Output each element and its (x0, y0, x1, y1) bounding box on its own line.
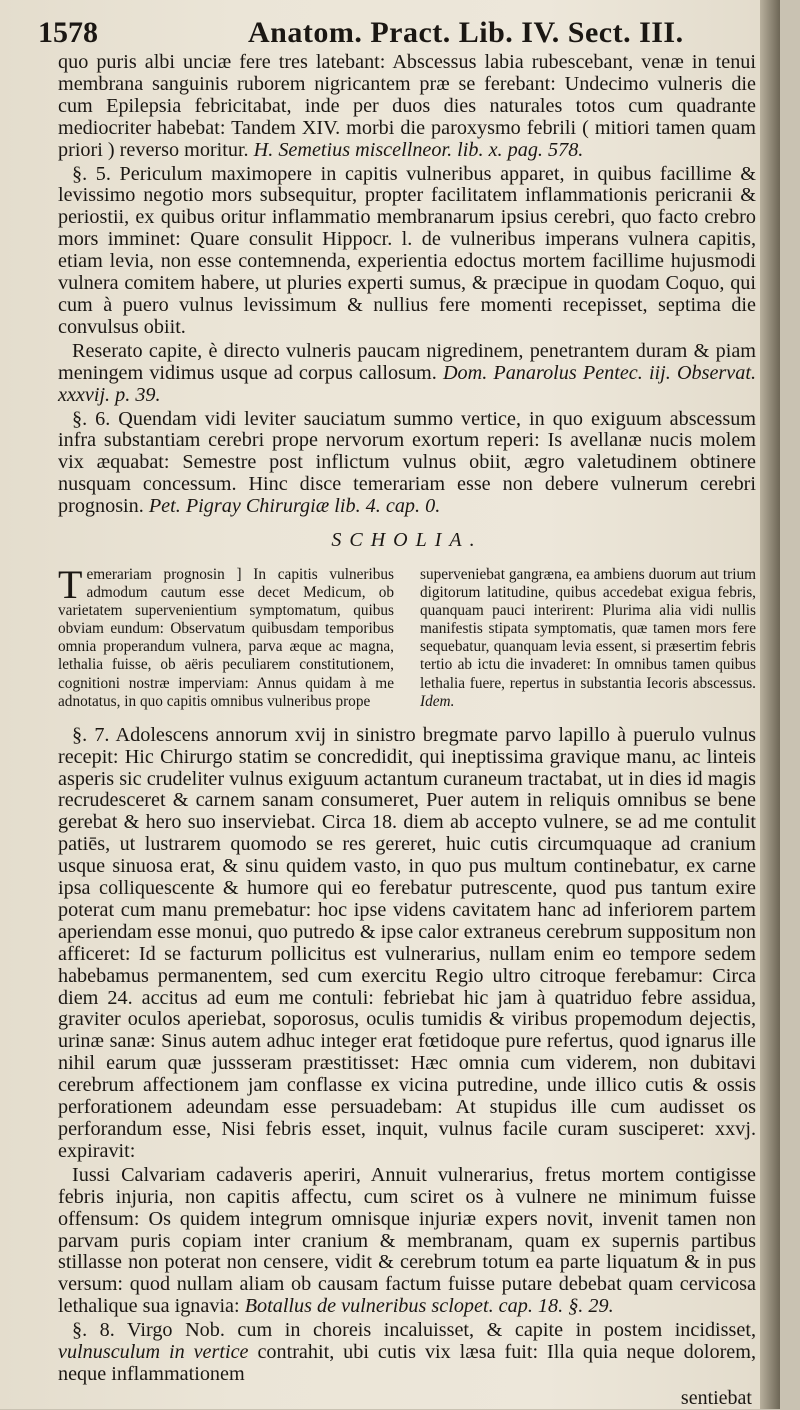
paragraph-text: Reserato capite, è directo vulneris paucam nigredinem, penetrantem duram & piam meningem vidimus usque ad corpus callosum. (58, 339, 756, 384)
running-head: Anatom. Pract. Lib. IV. Sect. III. (248, 16, 684, 49)
citation: H. Semetius miscellneor. lib. x. pag. 578. (253, 138, 584, 161)
scholia-block (58, 561, 756, 711)
citation: Idem. (420, 692, 455, 710)
citation: Botallus de vulneribus sclopet. cap. 18. §. 29. (244, 1295, 614, 1318)
paragraph-text: §. 6. Quendam vidi leviter sauciatum summo vertice, in quo exiguum abscessum infra substantiam cerebri prope nervorum exortum reperi: Is avellanæ nucis molem vix æquabat: Semestre post inflictum vulnus obiit, ægro valetudinem obtinere nusquam concessum. Hinc disce temerariam esse non debere vulnerum cerebri prognosin. (58, 407, 756, 518)
scholia-right-column (420, 566, 756, 711)
page-number: 1578 (38, 16, 98, 49)
page-gutter-shadow (760, 0, 780, 1409)
paragraph-text: §. 5. Periculum maximopere in capitis vulneribus apparet, in quibus facillime & levissimo negotio mors subsequitur, propter facilitatem inflammationis pericranii & periostii, ex quibus oritur inflammatio membranarum ipsius cerebri, quo facto crebro mors imminet: Quare consulit Hippocr. l. de vulneribus imperans vulnera capitis, etiam levia, non esse contemnenda, experientia edoctus mortem facillime hujusmodi vulnera comitem habere, ut pluries experti sumus, & præcipue in quodam Coquo, qui cum à puero vulnus levissimum & nullius fere momenti recepisset, septima die convulsus obiit. (58, 162, 756, 338)
paragraph-text: contrahit, ubi cutis vix læsa fuit: Illa quia neque dolorem, neque inflammationem (58, 1341, 757, 1385)
citation: vulnusculum in vertice (58, 1341, 249, 1364)
scholia-heading: SCHOLIA. (331, 529, 483, 552)
scholia-left-text: emerariam prognosin ] In capitis vulneribus admodum cautum esse decet Medicum, ob varietatem supervenientium symptomatum, quibus obviam eundum: Observatum quibusdam temporibus omnia properandum vulnera, parva æque ac magna, lethalia fuisse, ob aëris peculiarem constitutionem, cognitioni nostræ imperviam: Annus quidam à me adnotatus, in quo capitis omnibus vulneribus prope (58, 565, 394, 710)
page-header (38, 12, 758, 50)
paragraph-section-7 (58, 725, 756, 1163)
scholia-right-text: superveniebat gangræna, ea ambiens duorum aut trium digitorum latitudine, quibus accedebat exigua febris, quanquam pauci interirent: Plurima alia vidi nullis manifestis stipata symptomatis, quæ tamen mors fere sequebatur, quanquam levia essent, si præsertim febris tertio ab ictu die invaderet: In omnibus tamen quibus lethalia fuere, repertus in substantia Iecoris abscessus. (420, 565, 756, 692)
citation: Pet. Pigray Chirurgiæ lib. 4. cap. 0. (148, 495, 441, 518)
paragraph-text: quo puris albi unciæ fere tres latebant: Abscessus labia rubescebant, venæ in tenui membrana sanguinis ruborem nigricantem præ se ferebant: Undecimo vulneris die cum Epilepsia febricitabat, inde per duos dies naturales totos cum quadrante mediocriter habebat: Tandem XIV. morbi die paroxysmo febrili ( mitiori tamen quam priori ) reverso moritur. (58, 51, 756, 161)
page-body (58, 52, 756, 1410)
paragraph-reserato (58, 341, 756, 407)
paragraph-text: §. 8. Virgo Nob. cum in choreis incaluisset, & capite in postem incidisset, (72, 1319, 756, 1342)
paragraph-text: Iussi Calvariam cadaveris aperiri, Annuit vulnerarius, fretus mortem contigisse febris injuria, non capitis affectu, cum sciret os à vulnere ne minimum fuisse offensum: Os quidem integrum omnisque injuriæ expers novit, invenit tamen non parvam puris copiam inter cranium & membranam, quam ex supernis partibus stillasse non poterat non censere, vidit & cerebrum totum ea parte liquatum & in pus versum: quod nullam aliam ob causam factum fuisse putare debebat quam cervicosa lethalique sua ignavia: (58, 1163, 756, 1318)
paragraph-iussi (58, 1165, 756, 1318)
paragraph-section-5 (58, 164, 756, 339)
paragraph-continuation (58, 52, 756, 162)
paragraph-section-8 (58, 1320, 756, 1386)
paragraph-section-6 (58, 409, 756, 519)
catchword: sentiebat (680, 1386, 752, 1409)
citation: Dom. Panarolus Pentec. iij. Observat. xxxvij. p. 39. (58, 361, 756, 406)
scholia-left-column (58, 561, 394, 711)
drop-cap: T (58, 561, 83, 607)
paragraph-text: §. 7. Adolescens annorum xvij in sinistro bregmate parvo lapillo à puerulo vulnus recepit: Hic Chirurgo statim se concredidit, qui ineptissima gravique manu, ac linteis asperis sic crudeliter vulnus exiguum actantum curaneum tractabat, ut in dies id magis recrudesceret & carnem sanam consumeret, Puer autem in reliquis omnibus se bene gerebat & hero suo inserviebat. Circa 18. diem ab accepto vulnere, se ad me contulit patiēs, ut lustrarem quomodo se res gereret, huic cutis circumquaque ad cranium usque sinuosa erat, & sinu quidem vasto, in quo pus multum continebatur, ex carne ipsa colliquescente & humore qui eo ferebatur putrescente, quod pus tantum exire poterat cum manu premebatur: hoc ipse videns cavitatem hanc ad inferiorem partem aperiendam esse monui, quo putredo & ipse calor extraneus cerebrum suppositum non afficeret: Id se facturum pollicitus est vulnerarius, nullam enim eo tempore sedem habebamus permanentem, sed cum exercitu Regio ultro citroque ferebamur: Circa diem 24. accitus ad eum me contuli: febriebat hic jam à quatriduo febre assidua, graviter oculos aperiebat, soporosus, oculis tumidis & viribus propemodum dejectis, urinæ sanæ: Sinus autem adhuc integer erat fœtidoque pure refertus, quod ignarus ille nihil earum quæ jussseram præstitisset: Hæc omnia cum viderem, non dubitavi cerebrum affectionem jam conflasse ex vicina putredine, unde illico cutis & ossis perforationem adeundam esse persuadebam: At stupidus ille cum audisset os perforandum esse, Nisi febris esset, inquit, vulnus facile curam susciperet: xxvj. expiravit: (58, 723, 756, 1162)
